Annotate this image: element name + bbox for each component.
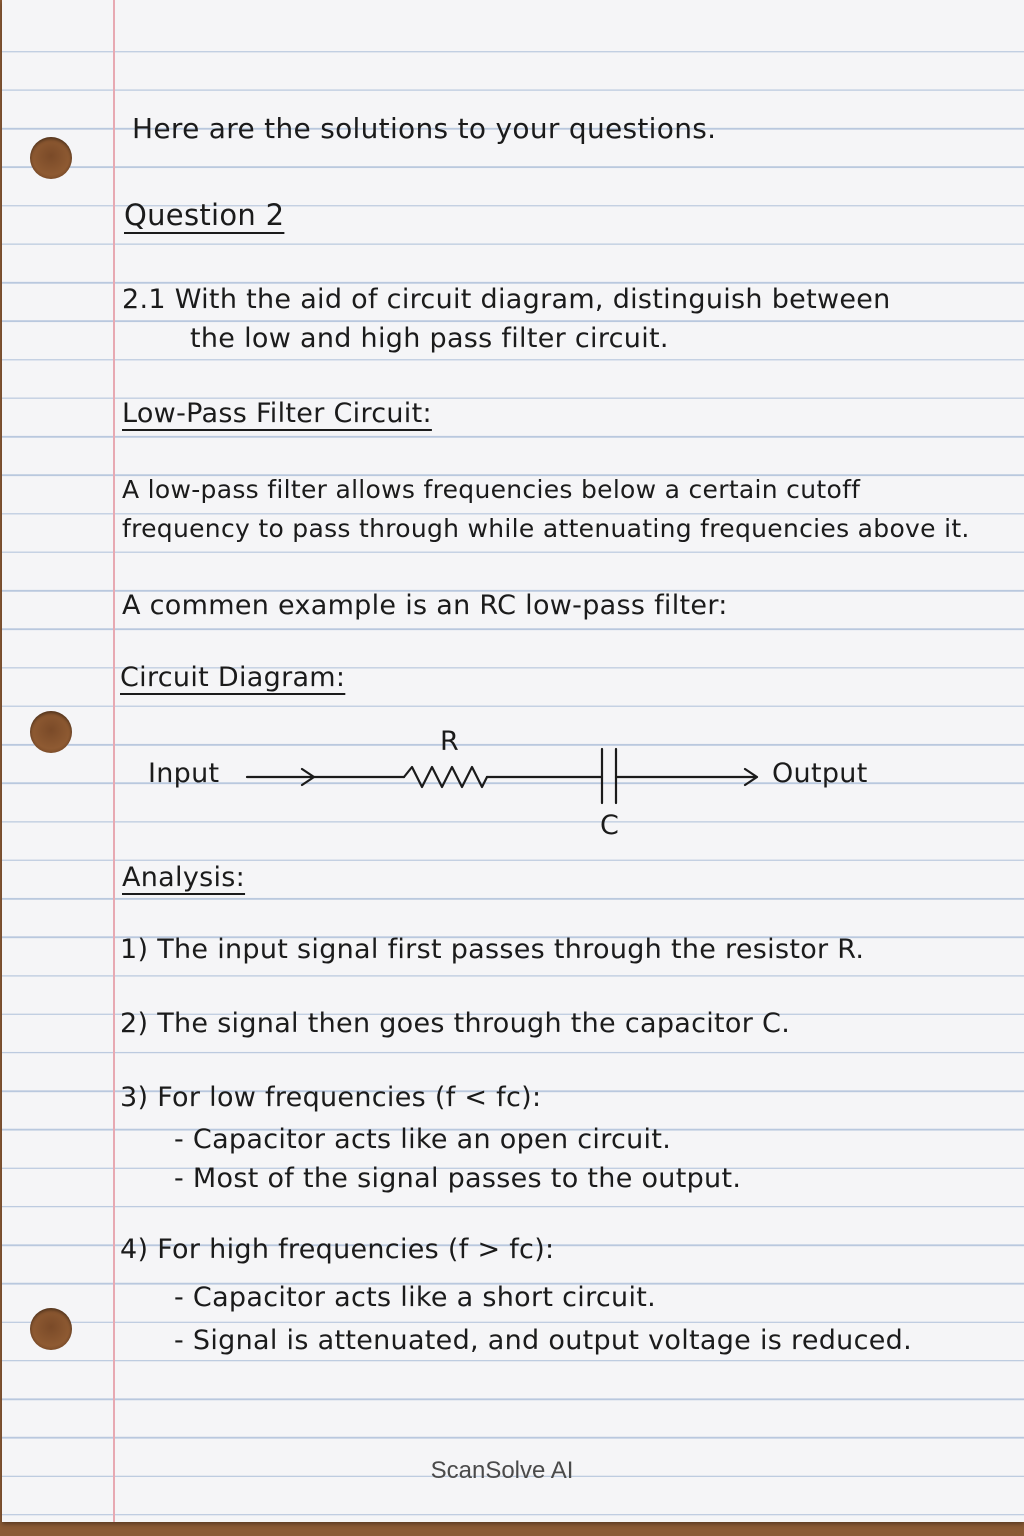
- input-label: Input: [148, 758, 220, 789]
- question-heading: Question 2: [124, 198, 285, 232]
- analysis-item-3-bullet-1: - Capacitor acts like an open circuit.: [174, 1124, 672, 1155]
- diagram-heading: Circuit Diagram:: [120, 662, 346, 693]
- resistor-label: R: [440, 726, 460, 757]
- analysis-item-2: 2) The signal then goes through the capacitor C.: [120, 1008, 791, 1039]
- analysis-heading: Analysis:: [122, 862, 246, 893]
- punch-hole-bottom: [30, 1308, 72, 1350]
- punch-hole-middle: [30, 711, 72, 753]
- description-line1: A low-pass filter allows frequencies below a certain cutoff: [122, 475, 861, 504]
- capacitor-label: C: [600, 810, 620, 841]
- example-text: A commen example is an RC low-pass filter:: [122, 590, 728, 621]
- analysis-item-4-title: 4) For high frequencies (f > fc):: [120, 1234, 555, 1265]
- margin-line: [113, 0, 115, 1522]
- analysis-item-3-title: 3) For low frequencies (f < fc):: [120, 1082, 542, 1113]
- description-line2: frequency to pass through while attenuating frequencies above it.: [122, 514, 970, 543]
- analysis-item-1: 1) The input signal first passes through the resistor R.: [120, 934, 865, 965]
- output-arrow: [616, 769, 757, 785]
- analysis-item-3-bullet-2: - Most of the signal passes to the output.: [174, 1163, 742, 1194]
- output-label: Output: [772, 758, 868, 789]
- input-arrow: [247, 769, 314, 785]
- circuit-diagram: [232, 735, 772, 815]
- question-text-line1: 2.1 With the aid of circuit diagram, distinguish between: [122, 284, 891, 315]
- punch-hole-top: [30, 137, 72, 179]
- analysis-item-4-bullet-1: - Capacitor acts like a short circuit.: [174, 1282, 657, 1313]
- footer-watermark: ScanSolve AI: [430, 1457, 574, 1484]
- analysis-item-4-bullet-2: - Signal is attenuated, and output voltage is reduced.: [174, 1325, 912, 1356]
- resistor-zigzag: [404, 767, 487, 787]
- notebook-page: [2, 0, 1024, 1522]
- intro-text: Here are the solutions to your questions.: [132, 112, 717, 145]
- low-pass-heading: Low-Pass Filter Circuit:: [122, 398, 432, 429]
- question-text-line2: the low and high pass filter circuit.: [190, 323, 669, 354]
